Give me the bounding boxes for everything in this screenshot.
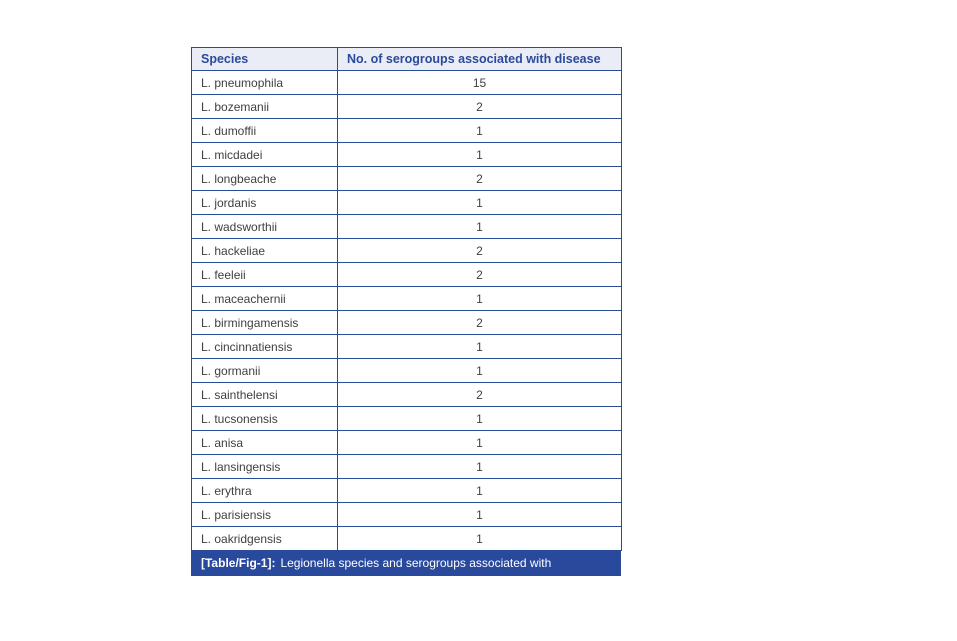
species-cell: L. feeleii (192, 263, 338, 287)
table-row (192, 431, 622, 455)
species-cell: L. parisiensis (192, 503, 338, 527)
table-row (192, 215, 622, 239)
species-cell: L. birmingamensis (192, 311, 338, 335)
serogroup-count-cell: 1 (338, 503, 622, 527)
serogroup-count-cell: 1 (338, 359, 622, 383)
species-cell: L. jordanis (192, 191, 338, 215)
species-cell: L. gormanii (192, 359, 338, 383)
serogroup-count-cell: 15 (338, 71, 622, 95)
table-row (192, 95, 622, 119)
table-row (192, 263, 622, 287)
table-row (192, 239, 622, 263)
table-row (192, 383, 622, 407)
species-cell: L. tucsonensis (192, 407, 338, 431)
header-row (192, 48, 622, 71)
caption-label: [Table/Fig-1]: (201, 556, 276, 570)
table-row (192, 335, 622, 359)
serogroup-count-cell: 2 (338, 263, 622, 287)
serogroup-count-cell: 2 (338, 167, 622, 191)
species-cell: L. lansingensis (192, 455, 338, 479)
species-cell: L. wadsworthii (192, 215, 338, 239)
species-cell: L. maceachernii (192, 287, 338, 311)
serogroup-count-cell: 1 (338, 143, 622, 167)
table-row (192, 71, 622, 95)
species-cell: L. pneumophila (192, 71, 338, 95)
serogroup-count-cell: 2 (338, 383, 622, 407)
table-row (192, 143, 622, 167)
table-row (192, 527, 622, 551)
species-cell: L. dumoffii (192, 119, 338, 143)
species-cell: L. sainthelensi (192, 383, 338, 407)
serogroup-count-cell: 1 (338, 119, 622, 143)
serogroup-count-cell: 1 (338, 287, 622, 311)
species-cell: L. bozemanii (192, 95, 338, 119)
col-header-serogroups: No. of serogroups associated with disease (338, 48, 622, 71)
species-cell: L. cincinnatiensis (192, 335, 338, 359)
serogroup-count-cell: 1 (338, 335, 622, 359)
serogroup-count-cell: 1 (338, 479, 622, 503)
table-row (192, 167, 622, 191)
species-cell: L. hackeliae (192, 239, 338, 263)
species-cell: L. erythra (192, 479, 338, 503)
table-row (192, 407, 622, 431)
table-row (192, 359, 622, 383)
table-row (192, 479, 622, 503)
serogroup-count-cell: 1 (338, 527, 622, 551)
serogroups-table-figure (191, 47, 621, 576)
serogroups-table (191, 47, 622, 551)
col-header-species: Species (192, 48, 338, 71)
species-cell: L. longbeache (192, 167, 338, 191)
species-cell: L. oakridgensis (192, 527, 338, 551)
species-cell: L. micdadei (192, 143, 338, 167)
table-row (192, 455, 622, 479)
serogroup-count-cell: 1 (338, 407, 622, 431)
serogroup-count-cell: 1 (338, 191, 622, 215)
serogroup-count-cell: 2 (338, 239, 622, 263)
species-cell: L. anisa (192, 431, 338, 455)
table-row (192, 311, 622, 335)
table-row (192, 119, 622, 143)
serogroup-count-cell: 1 (338, 431, 622, 455)
caption-text: Legionella species and serogroups associated with (280, 556, 552, 570)
serogroup-count-cell: 1 (338, 455, 622, 479)
table-caption (191, 551, 621, 576)
table-row (192, 287, 622, 311)
serogroup-count-cell: 1 (338, 215, 622, 239)
table-row (192, 191, 622, 215)
table-row (192, 503, 622, 527)
serogroup-count-cell: 2 (338, 95, 622, 119)
serogroup-count-cell: 2 (338, 311, 622, 335)
